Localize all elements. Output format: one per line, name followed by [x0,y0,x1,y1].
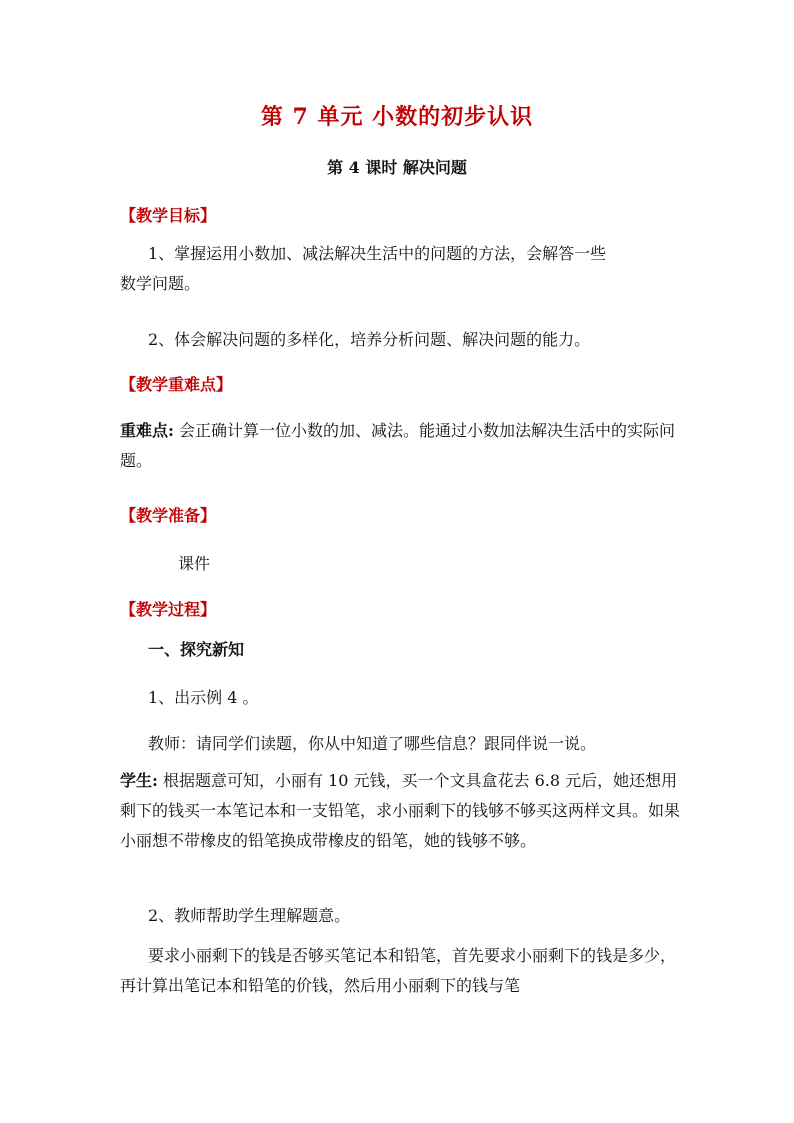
key-points-label: 重难点: [120,421,174,440]
teacher-prompt: 教师：请同学们读题，你从中知道了哪些信息？跟同伴说一说。 [148,734,597,753]
heading-preparation: 【教学准备】 [120,506,217,525]
step-2: 2、教师帮助学生理解题意。 [148,906,351,925]
heading-key-points: 【教学重难点】 [120,375,233,394]
goal-item-1-line-2: 数学问题。 [120,274,201,293]
goal-item-2: 2、体会解决问题的多样化，培养分析问题、解决问题的能力。 [148,330,591,349]
student-answer-text: 根据题意可知，小丽有 10 元钱，买一个文具盒花去 6.8 元后，她还想用剩下的钱买一本笔记本和一支铅笔，求小丽剩下的钱够不够买这两样文具。如果小丽想不带橡皮的铅笔换成带橡皮的铅笔，她的钱够不够。 [120,771,681,850]
unit-title: 第 7 单元 小数的初步认识 [260,104,534,130]
student-answer-paragraph [120,766,680,856]
heading-teaching-process: 【教学过程】 [120,600,217,619]
heading-teaching-goals: 【教学目标】 [120,206,217,225]
key-points-text: 会正确计算一位小数的加、减法。能通过小数加法解决生活中的实际问题。 [120,421,676,470]
student-label: 学生: [120,771,158,790]
lesson-subtitle: 第 4 课时 解决问题 [327,158,467,177]
key-points-paragraph [120,416,680,476]
step-1: 1、出示例 4 。 [148,688,259,707]
goal-item-1-line-1: 1、掌握运用小数加、减法解决生活中的问题的方法，会解答一些 [148,244,607,263]
explanation-paragraph: 要求小丽剩下的钱是否够买笔记本和铅笔，首先要求小丽剩下的钱是多少，再计算出笔记本和铅笔的价钱，然后用小丽剩下的钱与笔 [120,946,677,995]
preparation-text: 课件 [178,554,211,573]
part-1-title: 一、探究新知 [148,640,245,659]
